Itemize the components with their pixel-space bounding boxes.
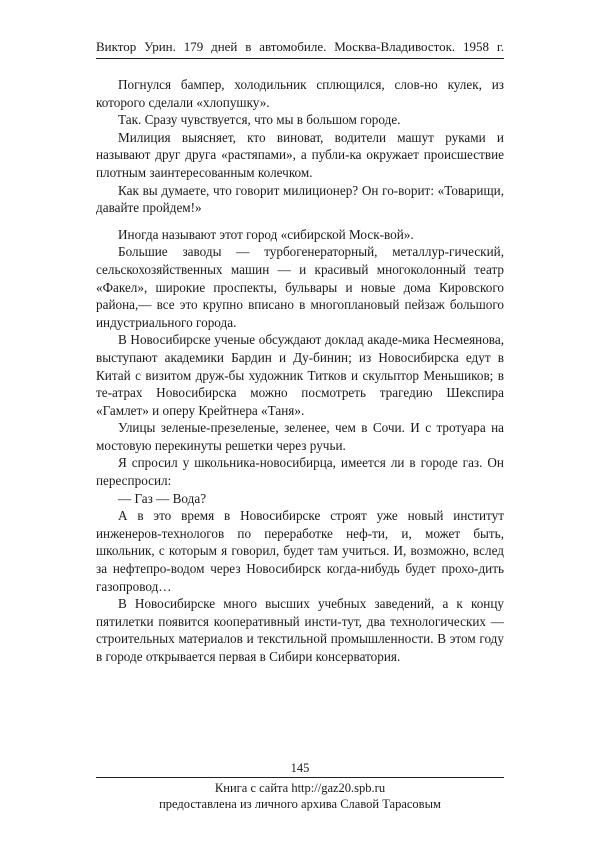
running-header: Виктор Урин. 179 дней в автомобиле. Москва-Владивосток. 1958 г. <box>96 39 504 54</box>
paragraph: Так. Сразу чувствуется, что мы в большом городе. <box>118 112 401 128</box>
header-divider <box>96 58 504 59</box>
footer-source-line: Книга с сайта http://gaz20.spb.ru <box>214 781 386 795</box>
dialogue-line: — Газ — Вода? <box>118 490 207 506</box>
footer-divider <box>96 777 504 778</box>
page-body <box>96 76 504 666</box>
paragraph: Иногда называют этот город «сибирской Моск-вой». <box>118 226 414 242</box>
paragraph: А в это время в Новосибирске строят уже новый институт инженеров-технологов по переработке неф-ти, и, может быть, школьник, с которым я говорил, будет там учиться. И, возможно, вслед за нефтепро-водом через Новосибирск когда-нибудь будет прохо-дить газопровод… <box>96 508 504 594</box>
paragraph: Улицы зеленые-презеленые, зеленее, чем в Сочи. И с тротуара на мостовую перекинуты решетки через ручьи. <box>96 420 504 453</box>
page-number: 145 <box>290 761 310 775</box>
paragraph: В Новосибирске много высших учебных заведений, а к концу пятилетки появится кооперативный инсти-тут, два технологических — строительных материалов и текстильной промышленности. В этом году в городе открывается первая в Сибири консерватория. <box>96 596 504 664</box>
paragraph: Как вы думаете, что говорит милиционер? Он го-ворит: «Товарищи, давайте пройдем!» <box>96 182 504 216</box>
paragraph: Большие заводы — турбогенераторный, металлур-гический, сельскохозяйственных машин — и красивый многоколонный театр «Факел», широкие проспекты, бульвары и новые дома Кировского района,— все это крупно вписано в многоплановый пейзаж большого индустриального города. <box>96 244 504 330</box>
paragraph: Милиция выясняет, кто виноват, водители машут руками и называют друг друга «растяпами», а публи-ка окружает происшествие плотным заинтересованным колечком. <box>96 129 504 180</box>
paragraph: В Новосибирске ученые обсуждают доклад акаде-мика Несмеянова, выступают академики Бардин и Ду-бинин; из Новосибирска едут в Китай с визитом друж-бы художник Титков и скульптор Меньшиков; в те-атрах Новосибирска можно посмотреть трагедию Шекспира «Гамлет» и оперу Крейтнера «Таня». <box>96 332 504 418</box>
paragraph: Я спросил у школьника-новосибирца, имеется ли в городе газ. Он переспросил: <box>96 455 504 489</box>
footer <box>60 780 540 812</box>
paragraph: Погнулся бампер, холодильник сплющился, слов-но кулек, из которого сделали «хлопушку». <box>96 77 504 110</box>
footer-credit-line: предоставлена из личного архива Славой Тарасовым <box>159 797 441 811</box>
